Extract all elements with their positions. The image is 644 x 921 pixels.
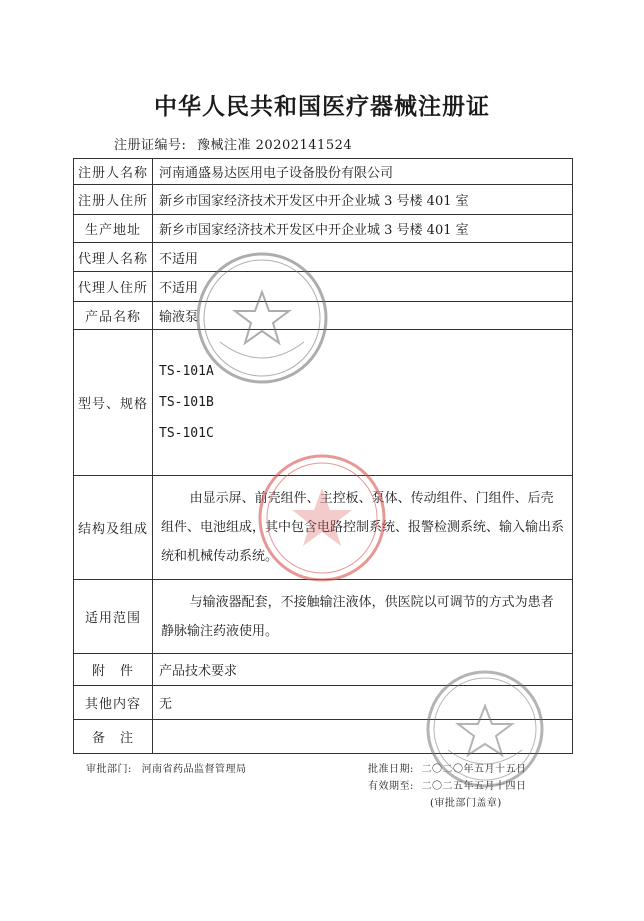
attachment-value: 产品技术要求: [153, 654, 573, 686]
model-item: TS-101B: [159, 395, 214, 410]
scope-value: 与输液器配套，不接触输注液体，供医院以可调节的方式为患者静脉输注药液使用。: [153, 580, 573, 654]
approval-date-value: 二〇二〇年五月十五日: [421, 764, 527, 775]
table-row: [74, 720, 573, 754]
structure-value: 由显示屏、前壳组件、主控板、泵体、传动组件、门组件、后壳组件、电池组成，其中包含电路控制系统、报警检测系统、输入输出系统和机械传动系统。: [153, 476, 573, 580]
department-value: 河南省药品监督管理局: [141, 764, 247, 775]
valid-until: [368, 777, 527, 792]
model-item: TS-101C: [159, 426, 214, 441]
model-item: TS-101A: [159, 364, 214, 379]
row-label: 附 件: [74, 654, 153, 686]
table-row: [74, 185, 573, 215]
row-label: 型号、规格: [74, 330, 153, 476]
approval-date-label: 批准日期:: [368, 764, 414, 775]
table-row: [74, 159, 573, 185]
approval-department: [86, 760, 247, 775]
row-label: 代理人名称: [74, 243, 153, 272]
seal-note: (审批部门盖章): [430, 798, 502, 809]
row-label: 结构及组成: [74, 476, 153, 580]
certificate-title: 中华人民共和国医疗器械注册证: [154, 93, 490, 120]
valid-until-label: 有效期至:: [368, 781, 414, 792]
row-label: 其他内容: [74, 686, 153, 720]
models-list: [153, 330, 573, 476]
row-label: 生产地址: [74, 215, 153, 243]
row-label: 适用范围: [74, 580, 153, 654]
table-row: [74, 654, 573, 686]
certificate-table: [73, 158, 573, 754]
production-address-value: 新乡市国家经济技术开发区中开企业城 3 号楼 401 室: [153, 215, 573, 243]
valid-until-value: 二〇二五年五月十四日: [421, 781, 527, 792]
table-row: [74, 272, 573, 302]
row-label: 备 注: [74, 720, 153, 754]
approval-date: [368, 760, 527, 775]
remarks-value: [153, 720, 573, 754]
table-row: [74, 686, 573, 720]
registration-number: [114, 134, 352, 153]
registration-number-label: 注册证编号:: [114, 138, 187, 153]
table-row: [74, 476, 573, 580]
table-row: [74, 330, 573, 476]
row-label: 产品名称: [74, 302, 153, 330]
other-value: 无: [153, 686, 573, 720]
table-row: [74, 243, 573, 272]
table-row: [74, 580, 573, 654]
agent-address-value: 不适用: [153, 272, 573, 302]
table-row: [74, 215, 573, 243]
agent-name-value: 不适用: [153, 243, 573, 272]
table-row: [74, 302, 573, 330]
row-label: 注册人住所: [74, 185, 153, 215]
row-label: 代理人住所: [74, 272, 153, 302]
product-name-value: 输液泵: [153, 302, 573, 330]
registrant-address-value: 新乡市国家经济技术开发区中开企业城 3 号楼 401 室: [153, 185, 573, 215]
department-label: 审批部门:: [86, 764, 132, 775]
registrant-name-value: 河南通盛易达医用电子设备股份有限公司: [153, 159, 573, 185]
row-label: 注册人名称: [74, 159, 153, 185]
registration-number-value: 豫械注准 20202141524: [197, 138, 353, 153]
